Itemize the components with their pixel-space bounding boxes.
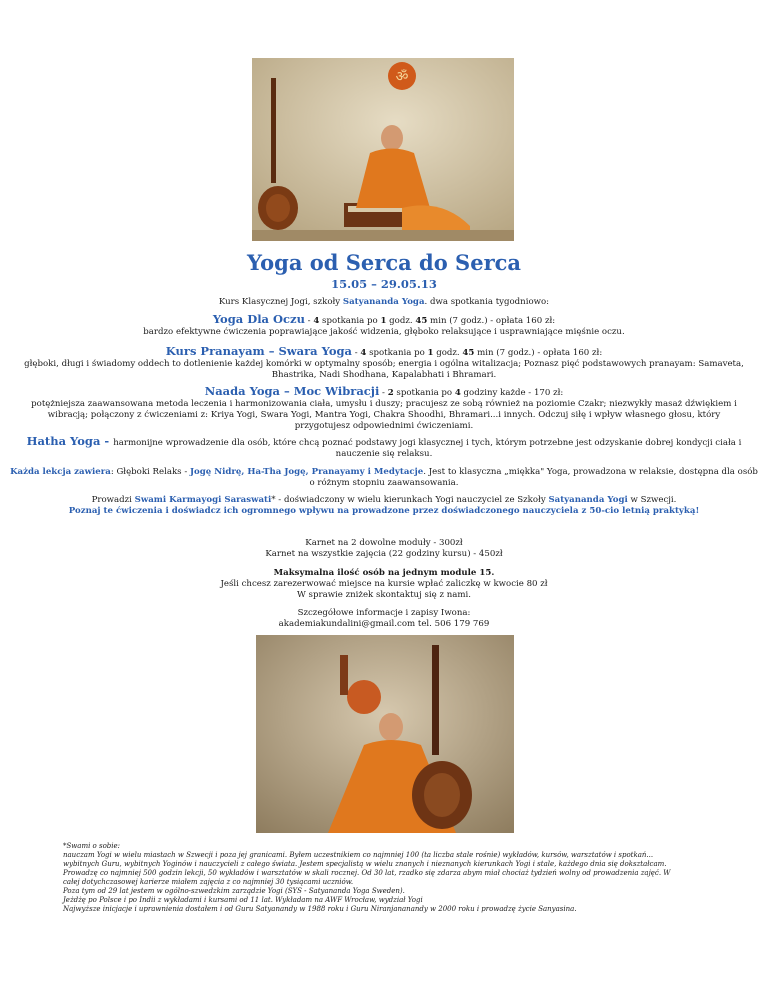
enrollment-info: Maksymalna ilość osób na jednym module 15. Jeśli chcesz zarezerwować miejsce na kursie wpłać zaliczkę w kwocie 80 zł W sprawie zniżek skontaktuj się z nami. — [220, 568, 548, 600]
course-hatha — [10, 436, 758, 460]
teacher-photo-top — [252, 58, 514, 241]
course-title: Kurs Pranayam – Swara Yoga — [165, 344, 352, 358]
course-description: bardzo efektywne ćwiczenia poprawiające jakość widzenia, głęboko relaksujące i usprawniające mięśnie oczu. — [143, 327, 625, 337]
pricing: Karnet na 2 dowolne moduły - 300zł Karnet na wszystkie zajęcia (22 godziny kursu) - 450zł — [265, 538, 503, 559]
course-description: harmonijne wprowadzenie dla osób, które chcą poznać podstawy jogi klasycznej i tych, którym potrzebne jest odzyskanie dobrej kondycji ciała i nauczenie się relaksu. — [113, 438, 742, 459]
course-description: głęboki, długi i świadomy oddech to dotlenienie każdej komórki w optymalny sposób; energia i ogólna witalizacja; Poznasz pięć podstawowych pranayam: Samaveta, Bhastrika, Nadi Shodhana, Kapalabhati i Bhramari. — [24, 359, 744, 380]
intro-line: Kurs Klasycznej Jogi, szkoły Satyananda Yoga. dwa spotkania tygodniowo: — [218, 297, 550, 307]
teacher-bio: *Swami o sobie: nauczam Yogi w wielu miastach w Szwecji i poza jej granicami. Byłem uczestnikiem co najmniej 100 (ta liczba stale rośnie) wykładów, kursów, warsztatów i spotkań... wybitnych Guru, wybitnych Yoginów i nauczycieli z całego świata. Jestem specjalistą w wielu znanych i nieznanych kierunkach Yogi i stale, każdego dnia się dokształcam. Prowadzę co najmniej 500 godzin lekcji, 50 wykładów i warsztatów w skali rocznej. Od 30 lat, rzadko się zdarza abym miał chociaż tydzień wolny od prowadzenia zajęć. W całej dotychczasowej karierze miałem zajęcia z co najmniej 30 tysiącami uczniów. Poza tym od 29 lat jestem w ogólno-szwedzkim zarządzie Yogi (SYS - Satyananda Yoga Sweden). Jeżdżę po Polsce i po Indii z wykładami i kursami od 11 lat. Wykładam na AWF Wrocław, wydział Yogi Najwyższe inicjacje i uprawnienia dostałem i od Guru Satyanandy w 1988 roku i Guru Niranjananandy w 2000 roku i prowadzę życie Sanyasina. — [63, 842, 671, 913]
course-eyes: Yoga Dla Oczu - 4 spotkania po 1 godz. 45 min (7 godz.) - opłata 160 zł: bardzo efektywne ćwiczenia poprawiające jakość widzenia, głęboko relaksujące i usprawniające mięśnie oczu. — [10, 314, 758, 338]
course-description: potężniejsza zaawansowana metoda leczenia i harmonizowania ciała, umysłu i duszy; pracujesz ze sobą również na poziomie Czakr; niezwykły masaż dźwiękiem i wibracją; połączony z ćwiczeniami z: Kriya Yogi, Swara Yogi, Mantra Yogi, Chakra Shoodhi, Bhramari...i innych. Odczuj siłę i wpływ własnego głosu, który przygotujesz odpowiednimi ćwiczeniami. — [31, 399, 737, 431]
teacher-invitation: Poznaj te ćwiczenia i doświadcz ich ogromnego wpływu na prowadzone przez doświadczonego nauczyciela z 50-cio letnią praktyką! — [68, 506, 700, 516]
teacher-info: Prowadzi Swami Karmayogi Saraswati* - doświadczony w wielu kierunkach Yogi nauczyciel ze Szkoły Satyananda Yogi w Szwecji. Poznaj te ćwiczenia i doświadcz ich ogromnego wpływu na prowadzone przez doświadczonego nauczyciela z 50-cio letnią praktyką! — [10, 495, 758, 517]
course-dates: 15.05 – 29.05.13 — [331, 277, 437, 291]
teacher-photo-bottom — [256, 635, 514, 833]
course-title: Hatha Yoga - — [26, 434, 114, 448]
course-pranayam: Kurs Pranayam – Swara Yoga - 4 spotkania po 1 godz. 45 min (7 godz.) - opłata 160 zł: głęboki, długi i świadomy oddech to dotlenienie każdej komórki w optymalny sposób; energia i ogólna witalizacja; Poznasz pięć podstawowych pranayam: Samaveta, Bhastrika, Nadi Shodhana, Kapalabhati i Bhramari. — [10, 346, 758, 381]
page-title: Yoga od Serca do Serca — [246, 250, 522, 275]
svg-text:ॐ: ॐ — [395, 69, 409, 85]
course-title: Naada Yoga – Moc Wibracji — [204, 384, 380, 398]
course-title: Yoga Dla Oczu — [212, 312, 305, 326]
contact-info: Szczegółowe informacje i zapisy Iwona: akademiakundalini@gmail.com tel. 506 179 769 — [10, 608, 758, 630]
lesson-content: Każda lekcja zawiera: Głęboki Relaks - Jogę Nidrę, Ha-Tha Jogę, Pranayamy i Medytacje. Jest to klasyczna „miękka" Yoga, prowadzona w relaksie, dostępna dla osób o różnym stopniu zaawansowania. — [10, 467, 758, 488]
course-naada: Naada Yoga – Moc Wibracji - 2 spotkania po 4 godziny każde - 170 zł: potężniejsza zaawansowana metoda leczenia i harmonizowania ciała, umysłu i duszy; pracujesz ze sobą również na poziomie Czakr; niezwykły masaż dźwiękiem i wibracją; połączony z ćwiczeniami z: Kriya Yogi, Swara Yogi, Mantra Yogi, Chakra Shoodhi, Bhramari...i innych. Odczuj siłę i wpływ własnego głosu, który przygotujesz odpowiednimi ćwiczeniami. — [10, 386, 758, 432]
contact-email-phone[interactable]: akademiakundalini@gmail.com tel. 506 179 769 — [278, 619, 490, 629]
